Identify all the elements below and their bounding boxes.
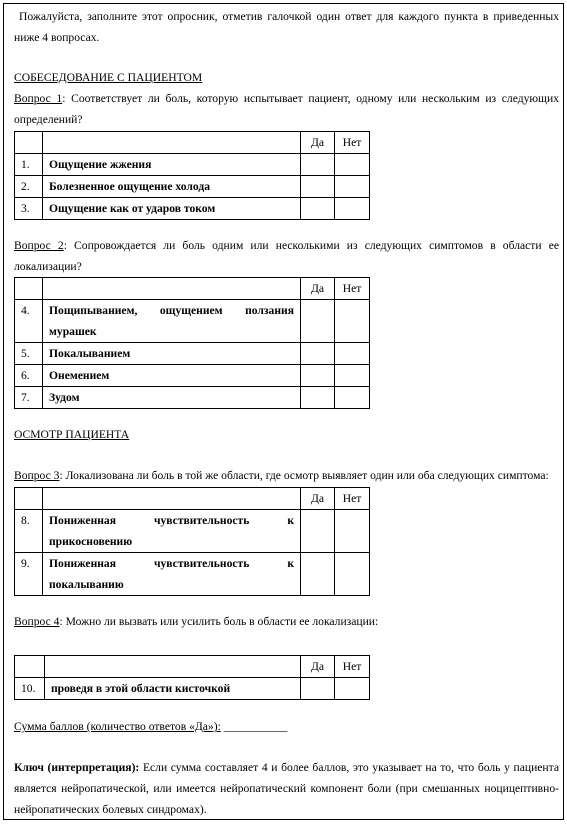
no-checkbox[interactable] [335, 343, 370, 365]
question-1-table [14, 131, 370, 220]
no-header: Нет [335, 656, 370, 678]
yes-checkbox[interactable] [301, 343, 335, 365]
no-checkbox[interactable] [335, 154, 370, 176]
yes-header: Да [301, 132, 335, 154]
question-2: Вопрос 2: Сопровождается ли боль одним или несколькими из следующих симптомов в области ее локализации? [14, 239, 559, 273]
yes-checkbox[interactable] [301, 198, 335, 220]
question-1: Вопрос 1: Соответствует ли боль, которую испытывает пациент, одному или нескольким из следующих определений? [14, 92, 559, 126]
yes-checkbox[interactable] [301, 365, 335, 387]
table-row: 5. Покалыванием [15, 343, 370, 365]
table-row: 10. проведя в этой области кисточкой [15, 678, 370, 700]
score-blank[interactable]: ___________ [223, 720, 288, 733]
table-row: 4. Пощипыванием, ощущением ползания мурашек [15, 300, 370, 343]
table-row: 3. Ощущение как от ударов током [15, 198, 370, 220]
no-checkbox[interactable] [335, 510, 370, 553]
table-row: 9. Пониженная чувствительность к покалыванию [15, 553, 370, 596]
no-header: Нет [335, 278, 370, 300]
no-checkbox[interactable] [335, 365, 370, 387]
table-row: 7. Зудом [15, 387, 370, 409]
question-4: Вопрос 4: Можно ли вызвать или усилить боль в области ее локализации: [14, 615, 379, 628]
yes-header: Да [301, 488, 335, 510]
no-header: Нет [335, 132, 370, 154]
question-3: Вопрос 3: Локализована ли боль в той же области, где осмотр выявляет один или оба следующих симптома: [14, 469, 549, 482]
no-checkbox[interactable] [335, 678, 370, 700]
yes-checkbox[interactable] [301, 154, 335, 176]
question-2-table [14, 277, 370, 409]
table-row: 1. Ощущение жжения [15, 154, 370, 176]
no-checkbox[interactable] [335, 387, 370, 409]
no-checkbox[interactable] [335, 176, 370, 198]
yes-checkbox[interactable] [301, 553, 335, 596]
yes-header: Да [301, 656, 335, 678]
score-sum: Сумма баллов (количество ответов «Да»): ___________ [14, 720, 288, 733]
yes-checkbox[interactable] [301, 176, 335, 198]
yes-checkbox[interactable] [301, 510, 335, 553]
yes-checkbox[interactable] [301, 387, 335, 409]
table-row: 8. Пониженная чувствительность к прикосновению [15, 510, 370, 553]
no-checkbox[interactable] [335, 553, 370, 596]
intro-text: Пожалуйста, заполните этот опросник, отметив галочкой один ответ для каждого пункта в приведенных ниже 4 вопросах. [14, 10, 559, 44]
yes-checkbox[interactable] [301, 678, 335, 700]
no-checkbox[interactable] [335, 198, 370, 220]
question-3-table [14, 487, 370, 596]
section-interview-title: СОБЕСЕДОВАНИЕ С ПАЦИЕНТОМ [14, 71, 203, 84]
question-4-table [14, 655, 370, 700]
section-exam-title: ОСМОТР ПАЦИЕНТА [14, 428, 130, 441]
no-header: Нет [335, 488, 370, 510]
yes-checkbox[interactable] [301, 300, 335, 343]
interpretation-key: Ключ (интерпретация): Если сумма составляет 4 и более баллов, это указывает на то, что боль у пациента является нейропатической, или имеется нейропатический компонент боли (при смешанных ноцицептивно-нейропатических болевых синдромах). [14, 761, 559, 816]
table-row: 6. Онемением [15, 365, 370, 387]
no-checkbox[interactable] [335, 300, 370, 343]
yes-header: Да [301, 278, 335, 300]
table-row: 2. Болезненное ощущение холода [15, 176, 370, 198]
